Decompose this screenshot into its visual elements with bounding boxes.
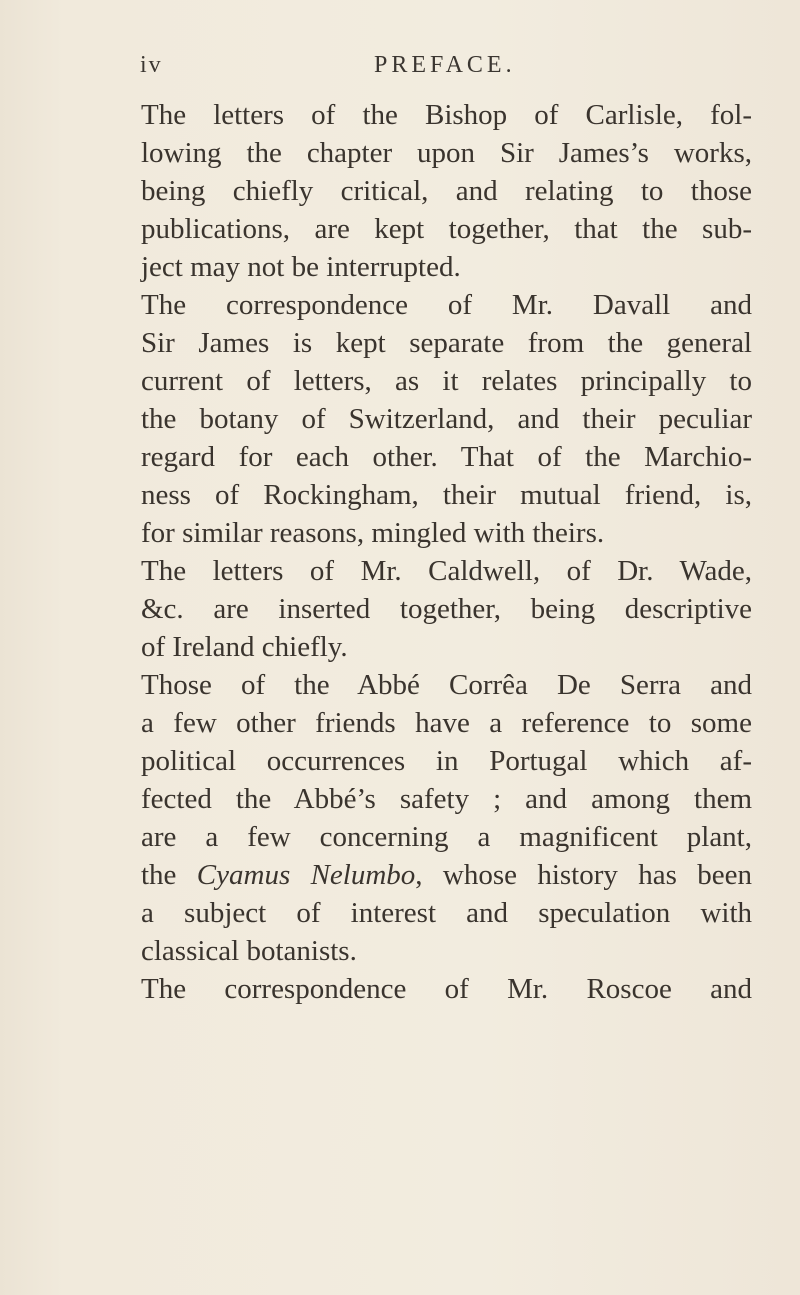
text-line: the botany of Switzerland, and their peculiar xyxy=(141,403,752,435)
text-line: of Ireland chiefly. xyxy=(141,631,348,663)
text-line: a subject of interest and speculation with xyxy=(141,897,752,929)
body-text xyxy=(141,96,752,1008)
text-line: lowing the chapter upon Sir James’s works, xyxy=(141,137,752,169)
text-line: for similar reasons, mingled with theirs. xyxy=(141,517,605,549)
text-line: political occurrences in Portugal which af- xyxy=(141,745,752,777)
text-line: The letters of the Bishop of Carlisle, fol- xyxy=(141,99,752,131)
text-line: are a few concerning a magnificent plant, xyxy=(141,821,752,853)
text-line: a few other friends have a reference to some xyxy=(141,707,752,739)
text-line: The correspondence of Mr. Davall and xyxy=(141,289,752,321)
text-fragment: , whose history has been xyxy=(415,859,752,891)
italic-plant-name: Cyamus Nelumbo xyxy=(196,859,416,891)
text-line: classical botanists. xyxy=(141,935,357,967)
text-line: publications, are kept together, that the sub- xyxy=(141,213,752,245)
running-head xyxy=(140,52,800,92)
running-head-title: PREFACE. xyxy=(374,52,516,78)
text-line: ness of Rockingham, their mutual friend, is, xyxy=(141,479,752,511)
text-line-with-italic xyxy=(141,856,752,894)
text-line: ject may not be interrupted. xyxy=(141,251,461,283)
text-line: Sir James is kept separate from the general xyxy=(141,327,752,359)
text-line: Those of the Abbé Corrêa De Serra and xyxy=(141,669,752,701)
text-line: regard for each other. That of the Marchio- xyxy=(141,441,752,473)
page-number: iv xyxy=(140,52,163,78)
text-line: fected the Abbé’s safety ; and among them xyxy=(141,783,752,815)
text-line: &c. are inserted together, being descriptive xyxy=(141,593,752,625)
text-fragment: the xyxy=(141,859,197,891)
text-line: being chiefly critical, and relating to those xyxy=(141,175,752,207)
text-line: The correspondence of Mr. Roscoe and xyxy=(141,973,752,1005)
text-line: current of letters, as it relates principally to xyxy=(141,365,752,397)
text-line: The letters of Mr. Caldwell, of Dr. Wade, xyxy=(141,555,752,587)
